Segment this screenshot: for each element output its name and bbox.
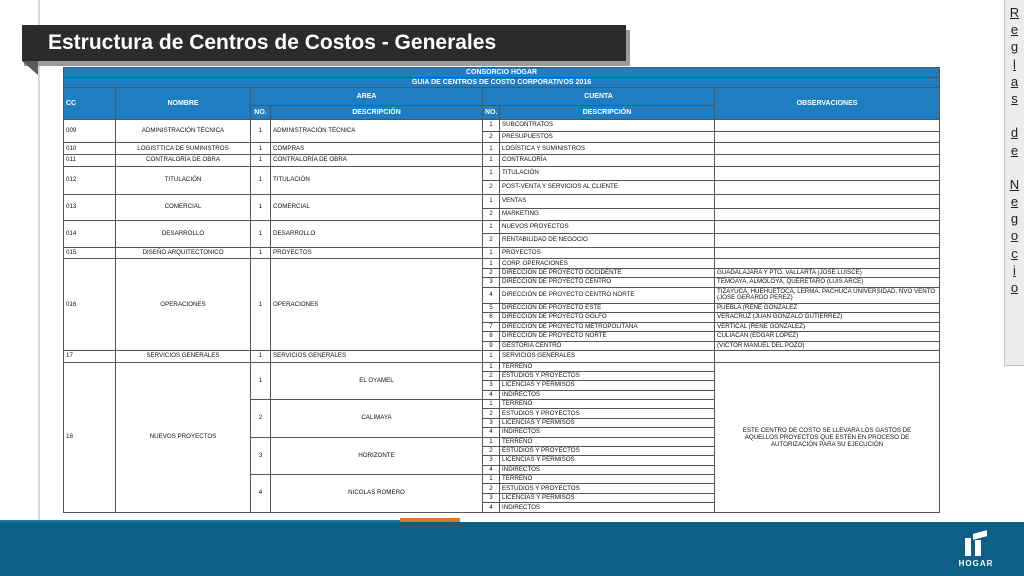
col-cuenta-no-header: NO. xyxy=(483,106,500,120)
area-desc-cell: COMERCIAL xyxy=(271,195,483,221)
cc-cell: 17 xyxy=(64,350,116,362)
col-cc-header: CC xyxy=(64,88,116,120)
cuenta-desc-cell: RENTABILIDAD DE NEGOCIO xyxy=(500,233,715,247)
cuenta-no-cell: 2 xyxy=(483,446,500,455)
area-no-cell: 4 xyxy=(251,475,271,513)
cc-cell: 013 xyxy=(64,195,116,221)
cc-cell: 012 xyxy=(64,166,116,194)
obs-cell: CULIACAN (EDGAR LOPEZ) xyxy=(715,332,940,341)
obs-cell xyxy=(715,166,940,180)
cc-cell: 009 xyxy=(64,120,116,143)
side-label-char: N xyxy=(1009,176,1020,192)
obs-cell: VERACRUZ (JUAN GONZALO GUTIERREZ) xyxy=(715,313,940,322)
org-header: CONSORCIO HOGAR xyxy=(64,68,940,78)
cc-cell: 015 xyxy=(64,247,116,259)
cuenta-desc-cell: SERVICIOS GENERALES xyxy=(500,350,715,362)
col-area-no-header: NO. xyxy=(251,106,271,120)
side-label-char: e xyxy=(1010,142,1019,158)
cuenta-no-cell: 4 xyxy=(483,390,500,399)
cuenta-no-cell: 1 xyxy=(483,362,500,371)
cuenta-no-cell: 3 xyxy=(483,278,500,287)
cuenta-desc-cell: TERRENO xyxy=(500,400,715,409)
col-cuenta-header: CUENTA xyxy=(483,88,715,106)
cuenta-no-cell: 1 xyxy=(483,437,500,446)
side-label-char: c xyxy=(1011,245,1018,261)
area-no-cell: 3 xyxy=(251,437,271,475)
cuenta-no-cell: 1 xyxy=(483,220,500,233)
cuenta-desc-cell: DIRECCIÓN DE PROYECTO CENTRO NORTE xyxy=(500,287,715,303)
side-vertical-label[interactable] xyxy=(1004,0,1024,366)
area-desc-cell: ADMINISTRACIÓN TÉCNICA xyxy=(271,120,483,143)
cuenta-no-cell: 4 xyxy=(483,503,500,513)
area-no-cell: 2 xyxy=(251,400,271,438)
cuenta-no-cell: 8 xyxy=(483,332,500,341)
cuenta-desc-cell: DIRECCIÓN DE PROYECTO OCCIDENTE xyxy=(500,268,715,277)
cuenta-desc-cell: DIRECCIÓN DE PROYECTO NORTE xyxy=(500,332,715,341)
cuenta-desc-cell: SUBCONTRATOS xyxy=(500,120,715,132)
area-no-cell: 1 xyxy=(251,247,271,259)
col-observaciones-header: OBSERVACIONES xyxy=(715,88,940,120)
obs-cell xyxy=(715,180,940,194)
obs-cell xyxy=(715,143,940,155)
nombre-cell: CONTRALORÍA DE OBRA xyxy=(116,155,251,167)
col-area-header: AREA xyxy=(251,88,483,106)
cuenta-no-cell: 9 xyxy=(483,341,500,350)
cuenta-desc-cell: ESTUDIOS Y PROYECTOS xyxy=(500,409,715,418)
cuenta-desc-cell: NUEVOS PROYECTOS xyxy=(500,220,715,233)
cuenta-desc-cell: DIRECCIÓN DE PROYECTO CENTRO xyxy=(500,278,715,287)
cuenta-desc-cell: LICENCIAS Y PERMISOS xyxy=(500,381,715,390)
cuenta-desc-cell: MARKETING xyxy=(500,209,715,221)
table-row xyxy=(64,362,940,371)
cuenta-desc-cell: ESTUDIOS Y PROYECTOS xyxy=(500,446,715,455)
cuenta-desc-cell: DIRECCIÓN DE PROYECTO METROPOLITANA xyxy=(500,322,715,331)
col-cuenta-desc-header: DESCRIPCIÓN xyxy=(500,106,715,120)
col-nombre-header: NOMBRE xyxy=(116,88,251,120)
cuenta-no-cell: 1 xyxy=(483,166,500,180)
cuenta-no-cell: 4 xyxy=(483,287,500,303)
table-row xyxy=(64,120,940,132)
guide-header: GUIA DE CENTROS DE COSTO CORPORATIVOS 2016 xyxy=(64,78,940,88)
obs-cell xyxy=(715,195,940,209)
side-label-char: a xyxy=(1010,73,1019,89)
area-desc-cell: SERVICIOS GENERALES xyxy=(271,350,483,362)
cuenta-desc-cell: TERRENO xyxy=(500,362,715,371)
cuenta-no-cell: 1 xyxy=(483,120,500,132)
hogar-logo-text: HOGAR xyxy=(958,559,994,568)
cuenta-no-cell: 2 xyxy=(483,409,500,418)
nombre-cell: DISEÑO ARQUITECTONICO xyxy=(116,247,251,259)
cc-cell: 014 xyxy=(64,220,116,247)
cuenta-desc-cell: CONTRALORÍA xyxy=(500,155,715,167)
cc-cell: 016 xyxy=(64,259,116,350)
obs-cell xyxy=(715,155,940,167)
side-label-char: g xyxy=(1010,39,1019,55)
left-border-line xyxy=(38,0,40,520)
cuenta-no-cell: 1 xyxy=(483,475,500,484)
area-desc-cell: TITULACIÓN xyxy=(271,166,483,194)
cuenta-no-cell: 2 xyxy=(483,371,500,380)
cuenta-desc-cell: INDIRECTOS xyxy=(500,465,715,474)
cc-cell: 011 xyxy=(64,155,116,167)
cuenta-no-cell: 3 xyxy=(483,456,500,465)
cuenta-desc-cell: GESTORIA CENTRO xyxy=(500,341,715,350)
obs-cell xyxy=(715,259,940,268)
area-no-cell: 1 xyxy=(251,155,271,167)
area-desc-cell: NICOLAS ROMERO xyxy=(271,475,483,513)
cuenta-desc-cell: LICENCIAS Y PERMISOS xyxy=(500,418,715,427)
obs-cell xyxy=(715,247,940,259)
cc-cell: 010 xyxy=(64,143,116,155)
table-row xyxy=(64,350,940,362)
side-label-char: l xyxy=(1013,56,1016,72)
nombre-cell: NUEVOS PROYECTOS xyxy=(116,362,251,512)
cuenta-no-cell: 4 xyxy=(483,465,500,474)
obs-cell xyxy=(715,220,940,233)
table-row xyxy=(64,247,940,259)
cuenta-desc-cell: PRESUPUESTOS xyxy=(500,131,715,143)
cuenta-no-cell: 6 xyxy=(483,313,500,322)
table-row xyxy=(64,155,940,167)
cuenta-no-cell: 2 xyxy=(483,180,500,194)
obs-cell: ESTE CENTRO DE COSTO SE LLEVARA LOS GASTOS DE AQUELLOS PROYECTOS QUE ESTEN EN PROCESO DE AUTORIZACIÓN PARA SU EJECUCIÓN xyxy=(715,362,940,512)
cuenta-no-cell: 1 xyxy=(483,155,500,167)
cuenta-no-cell: 1 xyxy=(483,350,500,362)
side-label-char: e xyxy=(1010,22,1019,38)
cuenta-desc-cell: TITULACIÓN xyxy=(500,166,715,180)
area-no-cell: 1 xyxy=(251,220,271,247)
side-label-char: s xyxy=(1011,90,1018,106)
cost-center-table xyxy=(63,67,940,513)
cuenta-desc-cell: DIRECCIÓN DE PROYECTO ESTE xyxy=(500,304,715,313)
cuenta-no-cell: 2 xyxy=(483,233,500,247)
cuenta-no-cell: 2 xyxy=(483,268,500,277)
area-desc-cell: OPERACIONES xyxy=(271,259,483,350)
nombre-cell: LOGISTTICA DE SUMINISTROS xyxy=(116,143,251,155)
area-no-cell: 1 xyxy=(251,362,271,400)
nombre-cell: OPERACIONES xyxy=(116,259,251,350)
obs-cell xyxy=(715,131,940,143)
obs-cell: GUADALAJARA Y PTO. VALLARTA (JOSE LUISCE) xyxy=(715,268,940,277)
table-row xyxy=(64,220,940,233)
area-no-cell: 1 xyxy=(251,195,271,221)
cuenta-desc-cell: TERRENO xyxy=(500,475,715,484)
obs-cell xyxy=(715,120,940,132)
obs-cell: VERTICAL (RENE GONZALEZ) xyxy=(715,322,940,331)
slide-title: Estructura de Centros de Costos - Generales xyxy=(48,31,497,54)
obs-cell xyxy=(715,209,940,221)
side-label-char: o xyxy=(1010,228,1019,244)
hogar-logo-icon xyxy=(965,530,987,556)
cuenta-no-cell: 1 xyxy=(483,259,500,268)
cuenta-desc-cell: TERRENO xyxy=(500,437,715,446)
cuenta-no-cell: 4 xyxy=(483,428,500,437)
nombre-cell: TITULACIÓN xyxy=(116,166,251,194)
area-no-cell: 1 xyxy=(251,120,271,143)
cuenta-desc-cell: CORP. OPERACIONES xyxy=(500,259,715,268)
area-no-cell: 1 xyxy=(251,143,271,155)
hogar-logo xyxy=(956,530,996,572)
cuenta-no-cell: 2 xyxy=(483,209,500,221)
cuenta-desc-cell: DIRECCIÓN DE PROYECTO GOLFO xyxy=(500,313,715,322)
cuenta-desc-cell: INDIRECTOS xyxy=(500,428,715,437)
cuenta-no-cell: 1 xyxy=(483,247,500,259)
cc-cell: 18 xyxy=(64,362,116,512)
area-desc-cell: EL OYAMEL xyxy=(271,362,483,400)
area-desc-cell: COMPRAS xyxy=(271,143,483,155)
table-row xyxy=(64,259,940,268)
area-desc-cell: CALIMAYA xyxy=(271,400,483,438)
obs-cell xyxy=(715,350,940,362)
cuenta-no-cell: 1 xyxy=(483,143,500,155)
nombre-cell: ADMINISTRACIÓN TÉCNICA xyxy=(116,120,251,143)
cuenta-desc-cell: LOGÍSTICA Y SUMINISTROS xyxy=(500,143,715,155)
area-no-cell: 1 xyxy=(251,166,271,194)
area-no-cell: 1 xyxy=(251,350,271,362)
cuenta-desc-cell: LICENCIAS Y PERMISOS xyxy=(500,456,715,465)
nombre-cell: COMERCIAL xyxy=(116,195,251,221)
title-fold xyxy=(22,61,38,75)
cost-center-table-container xyxy=(63,67,939,513)
area-desc-cell: PROYECTOS xyxy=(271,247,483,259)
cuenta-desc-cell: VENTAS xyxy=(500,195,715,209)
side-label-char: e xyxy=(1010,194,1019,210)
table-row xyxy=(64,166,940,180)
footer-band xyxy=(0,522,1024,576)
cuenta-no-cell: 1 xyxy=(483,195,500,209)
cuenta-desc-cell: INDIRECTOS xyxy=(500,503,715,513)
cuenta-desc-cell: LICENCIAS Y PERMISOS xyxy=(500,493,715,502)
obs-cell: TEMOAYA, ALMOLOYA, QUERETARO (LUIS ARCE) xyxy=(715,278,940,287)
obs-cell: PUEBLA (RENE GONZALEZ xyxy=(715,304,940,313)
side-label-char: R xyxy=(1009,5,1020,20)
cuenta-desc-cell: INDIRECTOS xyxy=(500,390,715,399)
obs-cell: TIZAYUCA, HUEHUETOCA, LERMA, PACHUCA UNIVERSIDAD, NVO VENTO (JOSE GERARDO PEREZ) xyxy=(715,287,940,303)
cuenta-desc-cell: ESTUDIOS Y PROYECTOS xyxy=(500,484,715,493)
side-label-char: d xyxy=(1010,125,1019,141)
obs-cell: (VICTOR MANUEL DEL POZO) xyxy=(715,341,940,350)
cuenta-no-cell: 3 xyxy=(483,381,500,390)
cuenta-no-cell: 2 xyxy=(483,131,500,143)
area-desc-cell: CONTRALORÍA DE OBRA xyxy=(271,155,483,167)
area-no-cell: 1 xyxy=(251,259,271,350)
title-banner xyxy=(22,25,626,61)
nombre-cell: DESARROLLO xyxy=(116,220,251,247)
cuenta-desc-cell: ESTUDIOS Y PROYECTOS xyxy=(500,371,715,380)
cuenta-no-cell: 3 xyxy=(483,493,500,502)
obs-cell xyxy=(715,233,940,247)
cuenta-desc-cell: POST-VENTA Y SERVICIOS AL CLIENTE xyxy=(500,180,715,194)
cuenta-no-cell: 5 xyxy=(483,304,500,313)
cuenta-no-cell: 3 xyxy=(483,418,500,427)
cuenta-no-cell: 7 xyxy=(483,322,500,331)
area-desc-cell: DESARROLLO xyxy=(271,220,483,247)
table-row xyxy=(64,143,940,155)
cuenta-desc-cell: PROYECTOS xyxy=(500,247,715,259)
area-desc-cell: HORIZONTE xyxy=(271,437,483,475)
side-label-char: o xyxy=(1010,280,1019,295)
cuenta-no-cell: 1 xyxy=(483,400,500,409)
col-area-desc-header: DESCRIPCIÓN xyxy=(271,106,483,120)
table-row xyxy=(64,195,940,209)
side-label-char: i xyxy=(1013,262,1016,278)
side-label-char: g xyxy=(1010,211,1019,227)
nombre-cell: SERVICIOS GENERALES xyxy=(116,350,251,362)
cuenta-no-cell: 2 xyxy=(483,484,500,493)
